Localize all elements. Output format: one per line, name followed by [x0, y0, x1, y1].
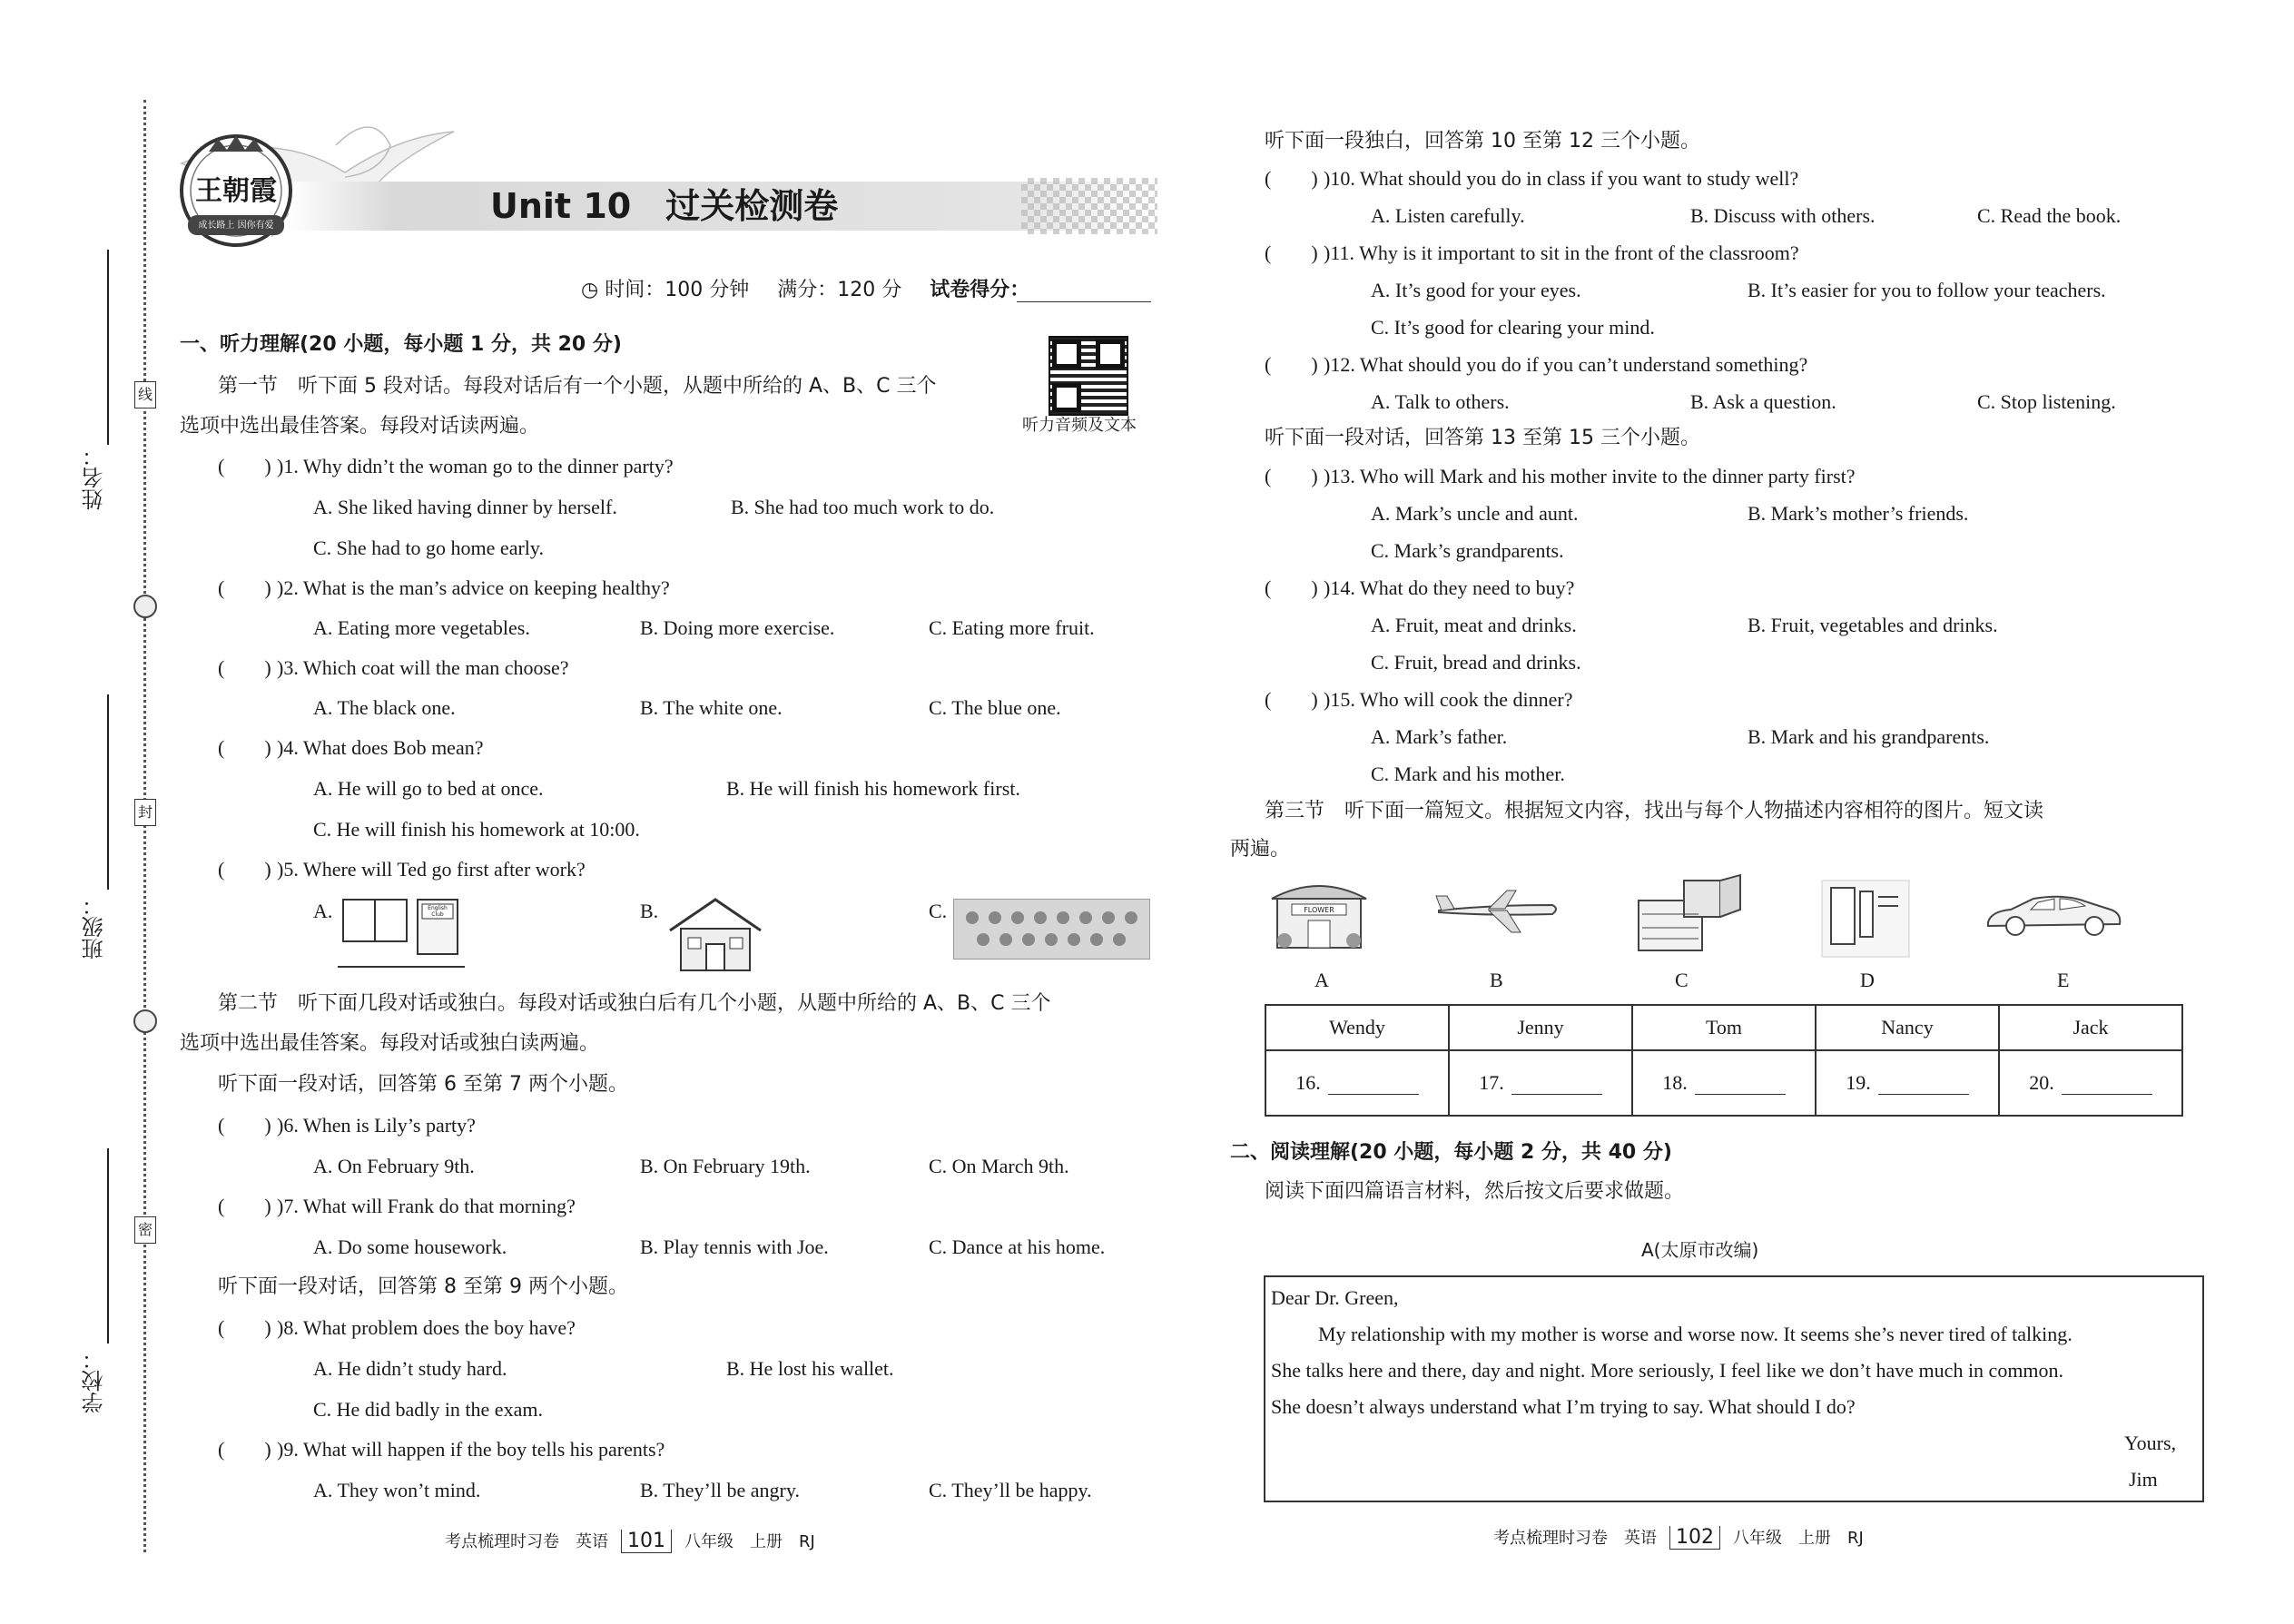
q14-option-a[interactable]: A. Fruit, meat and drinks.: [1371, 614, 1577, 636]
q12-option-b[interactable]: B. Ask a question.: [1690, 390, 1836, 413]
q5-option-a-label[interactable]: A.: [313, 900, 333, 922]
q15-stem: )15. Who will cook the dinner?: [1324, 688, 1573, 711]
score-label: 试卷得分：: [930, 279, 1030, 301]
q10-paren[interactable]: ( ): [1265, 167, 1318, 190]
q2-option-b[interactable]: B. Doing more exercise.: [640, 616, 835, 639]
q6-option-c[interactable]: C. On March 9th.: [929, 1155, 1069, 1177]
part3-instruction-2: 两遍。: [1230, 838, 1291, 861]
answer-number: 16.: [1295, 1071, 1321, 1094]
answer-blank[interactable]: [1511, 1076, 1602, 1095]
class-label: 班级：: [82, 894, 107, 960]
q10-option-b[interactable]: B. Discuss with others.: [1690, 204, 1876, 227]
q12-option-a[interactable]: A. Talk to others.: [1371, 390, 1510, 413]
english-club-door-image[interactable]: [338, 894, 465, 971]
q7-option-a[interactable]: A. Do some housework.: [313, 1235, 507, 1258]
answer-number: 19.: [1846, 1071, 1871, 1094]
answer-number: 18.: [1662, 1071, 1688, 1094]
q10-option-a[interactable]: A. Listen carefully.: [1371, 204, 1525, 227]
answer-blank[interactable]: [1695, 1076, 1786, 1095]
q12-stem: )12. What should you do if you can’t understand something?: [1324, 353, 1808, 376]
name-write-line[interactable]: [107, 250, 109, 445]
airplane-image[interactable]: [1434, 885, 1561, 940]
q1-stem: )1. Why didn’t the woman go to the dinner party?: [277, 455, 674, 477]
q5-stem: )5. Where will Ted go first after work?: [277, 858, 586, 881]
q3-option-b[interactable]: B. The white one.: [640, 696, 783, 719]
page-number-left: 101: [621, 1530, 672, 1553]
q10-option-c[interactable]: C. Read the book.: [1977, 204, 2122, 227]
qr-code-icon[interactable]: [1049, 336, 1128, 416]
intro-q8-9: 听下面一段对话，回答第 8 至第 9 两个小题。: [218, 1275, 628, 1298]
answer-cell-19[interactable]: [1816, 1050, 1999, 1116]
q4-option-c[interactable]: C. He will finish his homework at 10:00.: [313, 818, 640, 841]
q11-option-c[interactable]: C. It’s good for clearing your mind.: [1371, 316, 1655, 339]
binding-dotted-line: [143, 100, 146, 1552]
q8-option-a[interactable]: A. He didn’t study hard.: [313, 1357, 507, 1380]
table-header-cell: Jenny: [1449, 1005, 1632, 1050]
q7-option-b[interactable]: B. Play tennis with Joe.: [640, 1235, 829, 1258]
binding-knot-icon: [133, 1009, 157, 1033]
letter-greeting: Dear Dr. Green,: [1271, 1286, 1399, 1309]
hospital-gate-image[interactable]: [1820, 879, 1911, 960]
letter-line-3: She doesn’t always understand what I’m trying to say. What should I do?: [1271, 1395, 1856, 1418]
part2-instruction-1: 第二节 听下面几段对话或独白。每段对话或独白后有几个小题，从题中所给的 A、B、C 三个: [218, 992, 1051, 1015]
q14-paren[interactable]: ( ): [1265, 576, 1318, 599]
letter-box: [1264, 1275, 2204, 1502]
q11-option-b[interactable]: B. It’s easier for you to follow your teachers.: [1748, 279, 2106, 301]
table-header-cell: Jack: [1999, 1005, 2182, 1050]
q12-paren[interactable]: ( ): [1265, 353, 1318, 376]
house-image[interactable]: [661, 894, 770, 976]
q8-stem: )8. What problem does the boy have?: [277, 1316, 576, 1339]
section1-heading: 一、听力理解(20 小题，每小题 1 分，共 20 分): [180, 333, 622, 356]
q3-option-a[interactable]: A. The black one.: [313, 696, 456, 719]
q5-option-b-label[interactable]: B.: [640, 900, 659, 922]
q1-option-a[interactable]: A. She liked having dinner by herself.: [313, 496, 617, 518]
flower-shop-sign: FLOWER: [1304, 906, 1334, 914]
picture-label-c: C: [1675, 969, 1689, 991]
time-limit: 时间：100 分钟: [605, 279, 750, 301]
page-number-right: 102: [1669, 1526, 1720, 1550]
table-header-cell: Wendy: [1265, 1005, 1449, 1050]
footer-right: [1493, 1525, 1864, 1550]
q7-paren[interactable]: ( ): [218, 1195, 271, 1217]
part1-instruction-2: 选项中选出最佳答案。每段对话读两遍。: [180, 415, 540, 438]
q2-paren[interactable]: ( ): [218, 576, 271, 599]
q4-option-b[interactable]: B. He will finish his homework first.: [726, 777, 1020, 800]
school-building-image[interactable]: [1629, 873, 1748, 960]
letter-closing: Yours,: [2124, 1432, 2177, 1454]
q7-option-c[interactable]: C. Dance at his home.: [929, 1235, 1106, 1258]
q11-option-a[interactable]: A. It’s good for your eyes.: [1371, 279, 1581, 301]
q13-option-c[interactable]: C. Mark’s grandparents.: [1371, 539, 1564, 562]
q14-option-c[interactable]: C. Fruit, bread and drinks.: [1371, 651, 1581, 674]
matching-table: [1265, 1004, 2183, 1117]
q2-option-a[interactable]: A. Eating more vegetables.: [313, 616, 530, 639]
q10-stem: )10. What should you do in class if you want to study well?: [1324, 167, 1799, 190]
q4-option-a[interactable]: A. He will go to bed at once.: [313, 777, 544, 800]
q15-option-a[interactable]: A. Mark’s father.: [1371, 725, 1508, 748]
intro-q10-12: 听下面一段独白，回答第 10 至第 12 三个小题。: [1265, 130, 1700, 153]
q6-option-a[interactable]: A. On February 9th.: [313, 1155, 475, 1177]
q11-stem: )11. Why is it important to sit in the front of the classroom?: [1324, 241, 1799, 264]
q1-paren[interactable]: ( ): [218, 455, 271, 477]
checker-decoration: [1021, 178, 1157, 234]
passage-a-title: A(太原市改编): [1641, 1239, 1759, 1261]
q5-option-c-label[interactable]: C.: [929, 900, 948, 922]
logo-slogan: 成长路上 因你有爱: [198, 221, 274, 231]
picture-label-b: B: [1490, 969, 1503, 991]
q13-stem: )13. Who will Mark and his mother invite to the dinner party first?: [1324, 465, 1856, 487]
q13-option-b[interactable]: B. Mark’s mother’s friends.: [1748, 502, 1969, 525]
q15-paren[interactable]: ( ): [1265, 688, 1318, 711]
q15-option-b[interactable]: B. Mark and his grandparents.: [1748, 725, 1990, 748]
q9-stem: )9. What will happen if the boy tells his parents?: [277, 1438, 665, 1461]
part1-instruction-1: 第一节 听下面 5 段对话。每段对话后有一个小题，从题中所给的 A、B、C 三个: [218, 375, 937, 398]
letter-signature: Jim: [2129, 1468, 2158, 1491]
intro-q13-15: 听下面一段对话，回答第 13 至第 15 三个小题。: [1265, 427, 1700, 449]
picture-label-e: E: [2057, 969, 2070, 991]
logo-brand-text: 王朝霞: [195, 175, 277, 207]
answer-blank[interactable]: [1878, 1076, 1969, 1095]
footer-left-grade: 八年级 上册 RJ: [684, 1532, 815, 1551]
q6-stem: )6. When is Lily’s party?: [277, 1114, 476, 1137]
q5-paren[interactable]: ( ): [218, 858, 271, 881]
part2-instruction-2: 选项中选出最佳答案。每段对话或独白读两遍。: [180, 1032, 600, 1055]
score-input-line[interactable]: [1017, 301, 1151, 302]
answer-number: 17.: [1479, 1071, 1504, 1094]
footer-right-grade: 八年级 上册 RJ: [1733, 1529, 1864, 1548]
school-write-line[interactable]: [107, 1148, 109, 1343]
section2-instruction: 阅读下面四篇语言材料，然后按文后要求做题。: [1265, 1180, 1685, 1203]
q9-option-a[interactable]: A. They won’t mind.: [313, 1479, 481, 1501]
english-club-sign: English Club: [428, 905, 448, 918]
table-header-cell: Tom: [1632, 1005, 1816, 1050]
intro-q6-7: 听下面一段对话，回答第 6 至第 7 两个小题。: [218, 1073, 628, 1096]
q12-option-c[interactable]: C. Stop listening.: [1977, 390, 2116, 413]
q3-option-c[interactable]: C. The blue one.: [929, 696, 1061, 719]
q9-option-b[interactable]: B. They’ll be angry.: [640, 1479, 800, 1501]
section2-heading: 二、阅读理解(20 小题，每小题 2 分，共 40 分): [1230, 1141, 1672, 1164]
name-label: 姓名：: [82, 445, 107, 510]
q7-stem: )7. What will Frank do that morning?: [277, 1195, 576, 1217]
brand-logo: [177, 132, 295, 250]
seal-char-secret: 密: [134, 1216, 156, 1244]
q2-option-c[interactable]: C. Eating more fruit.: [929, 616, 1095, 639]
q14-option-b[interactable]: B. Fruit, vegetables and drinks.: [1748, 614, 1998, 636]
qr-caption: 听力音频及文本: [1022, 416, 1137, 435]
q14-stem: )14. What do they need to buy?: [1324, 576, 1575, 599]
q4-paren[interactable]: ( ): [218, 736, 271, 759]
school-label: 学校：: [82, 1348, 107, 1413]
footer-right-book: 考点梳理时习卷 英语: [1493, 1529, 1657, 1548]
seal-char-seal: 封: [134, 799, 156, 826]
q11-paren[interactable]: ( ): [1265, 241, 1318, 264]
q13-paren[interactable]: ( ): [1265, 465, 1318, 487]
audience-crowd-image[interactable]: [953, 899, 1150, 960]
q6-paren[interactable]: ( ): [218, 1114, 271, 1137]
q9-option-c[interactable]: C. They’ll be happy.: [929, 1479, 1092, 1501]
q4-stem: )4. What does Bob mean?: [277, 736, 484, 759]
answer-cell-20[interactable]: [1999, 1050, 2182, 1116]
answer-cell-18[interactable]: [1632, 1050, 1816, 1116]
letter-line-1: My relationship with my mother is worse and worse now. It seems she’s never tired of talking.: [1318, 1323, 2072, 1345]
picture-label-d: D: [1860, 969, 1875, 991]
q2-stem: )2. What is the man’s advice on keeping healthy?: [277, 576, 670, 599]
q1-option-b[interactable]: B. She had too much work to do.: [731, 496, 995, 518]
exam-info: [581, 277, 1029, 304]
flower-shop-image[interactable]: [1265, 873, 1373, 955]
q15-option-c[interactable]: C. Mark and his mother.: [1371, 763, 1565, 785]
q9-paren[interactable]: ( ): [218, 1438, 271, 1461]
q8-option-c[interactable]: C. He did badly in the exam.: [313, 1398, 543, 1421]
answer-cell-17[interactable]: [1449, 1050, 1632, 1116]
q8-paren[interactable]: ( ): [218, 1316, 271, 1339]
binding-knot-icon: [133, 595, 157, 618]
car-image[interactable]: [1984, 890, 2124, 940]
clock-icon: ◷: [581, 279, 599, 301]
full-marks: 满分：120 分: [777, 279, 902, 301]
answer-cell-16[interactable]: [1265, 1050, 1449, 1116]
seal-char-line: 线: [134, 381, 156, 408]
picture-label-a: A: [1314, 969, 1329, 991]
q3-stem: )3. Which coat will the man choose?: [277, 656, 569, 679]
table-header-cell: Nancy: [1816, 1005, 1999, 1050]
answer-blank[interactable]: [2062, 1076, 2152, 1095]
q3-paren[interactable]: ( ): [218, 656, 271, 679]
class-write-line[interactable]: [107, 694, 109, 890]
footer-left-book: 考点梳理时习卷 英语: [445, 1532, 608, 1551]
answer-blank[interactable]: [1328, 1076, 1419, 1095]
part3-instruction-1: 第三节 听下面一篇短文。根据短文内容，找出与每个人物描述内容相符的图片。短文读: [1265, 800, 2044, 822]
page-title: Unit 10 过关检测卷: [490, 186, 839, 226]
footer-left: [445, 1529, 815, 1553]
answer-number: 20.: [2029, 1071, 2054, 1094]
q1-option-c[interactable]: C. She had to go home early.: [313, 536, 544, 559]
q6-option-b[interactable]: B. On February 19th.: [640, 1155, 811, 1177]
q8-option-b[interactable]: B. He lost his wallet.: [726, 1357, 894, 1380]
letter-line-2: She talks here and there, day and night. More seriously, I feel like we don’t have much in common.: [1271, 1359, 2064, 1382]
q13-option-a[interactable]: A. Mark’s uncle and aunt.: [1371, 502, 1579, 525]
